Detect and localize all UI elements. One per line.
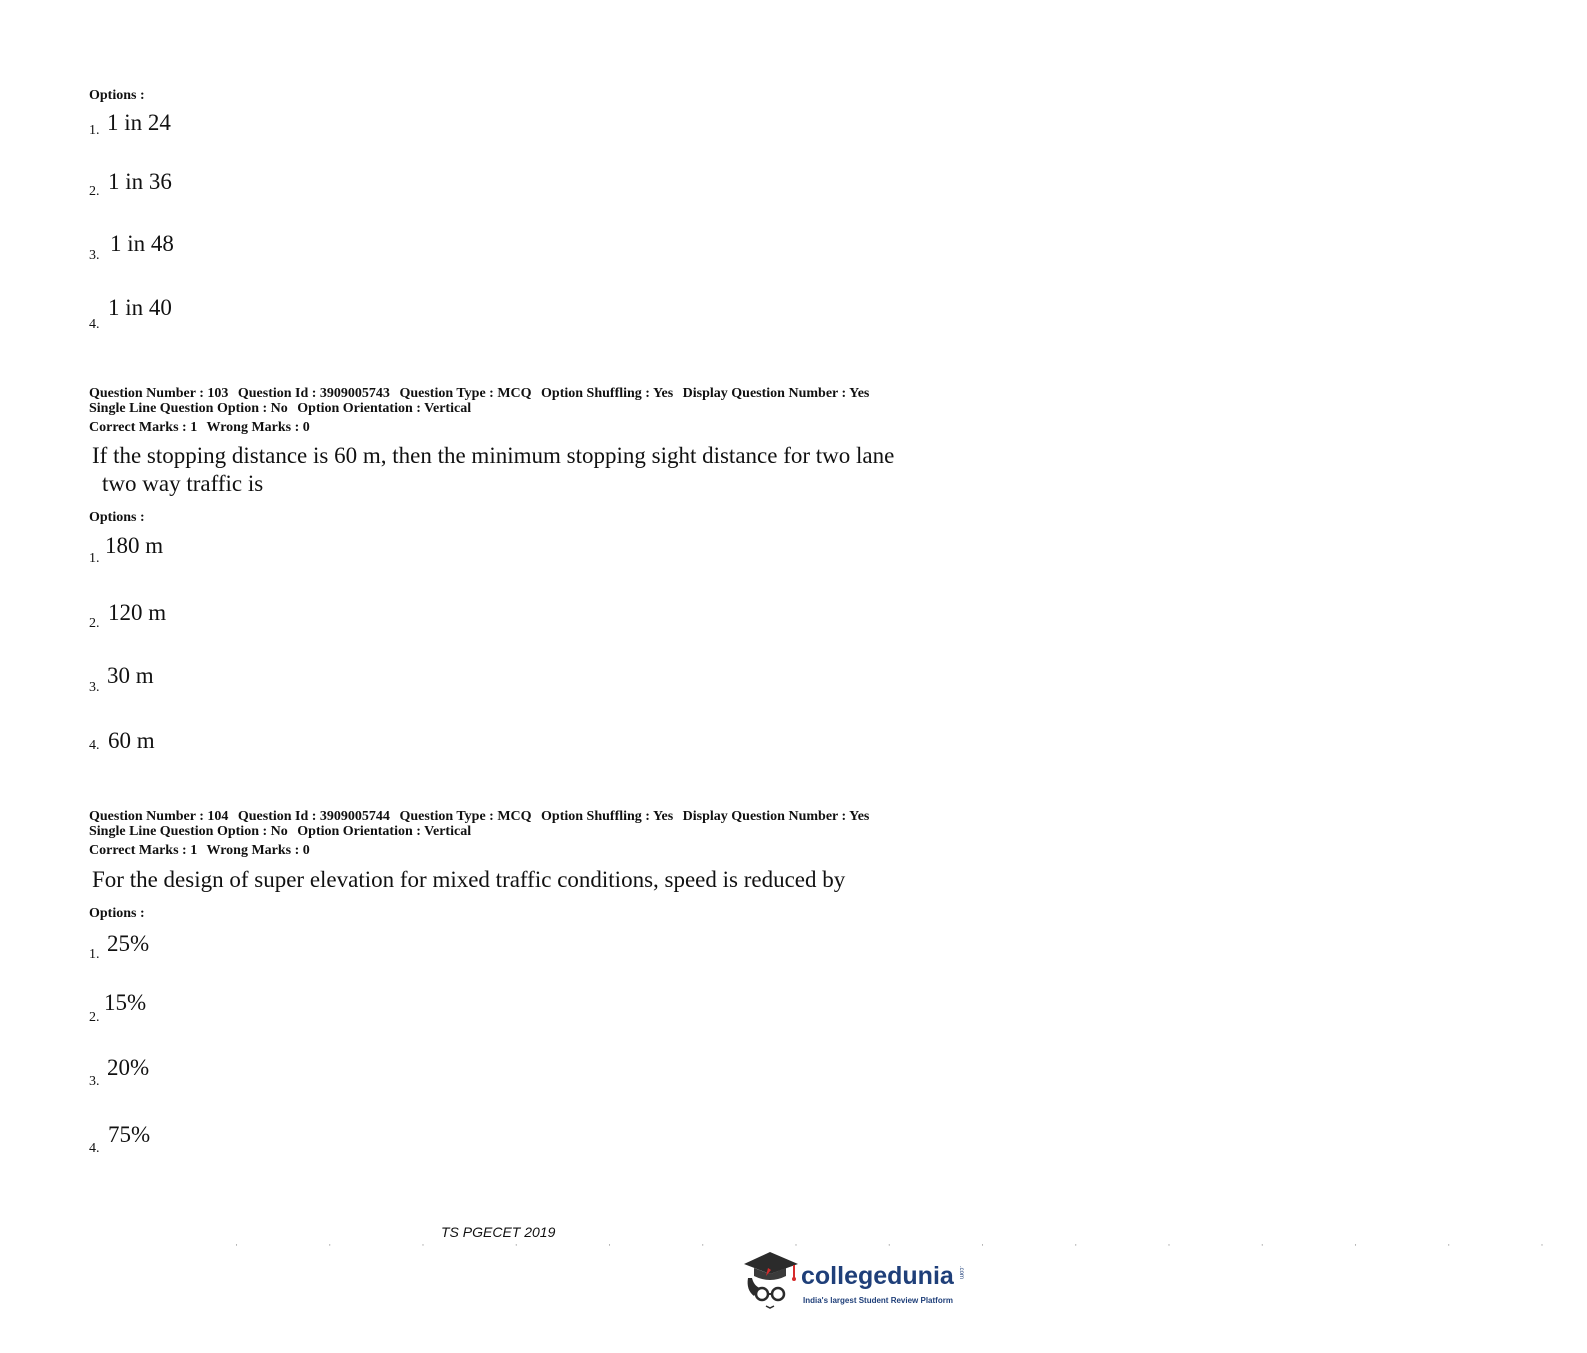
option-value: 1 in 36 [108, 169, 172, 194]
option-value: 180 m [105, 533, 164, 558]
question-id: Question Id : 3909005743 [237, 386, 390, 401]
option-number: 3. [89, 1074, 100, 1089]
correct-marks: Correct Marks : 1 [89, 843, 198, 858]
collegedunia-tagline: India's largest Student Review Platform [803, 1296, 953, 1305]
option-number: 4. [89, 1141, 100, 1156]
option-orientation: Option Orientation : Vertical [297, 401, 472, 416]
question-type: Question Type : MCQ [399, 809, 532, 824]
option-value: 20% [107, 1055, 150, 1080]
option-number: 3. [89, 680, 100, 695]
collegedunia-mascot-icon [740, 1246, 802, 1308]
wrong-marks: Wrong Marks : 0 [206, 843, 310, 858]
options-label: Options : [89, 906, 145, 921]
option-number: 2. [89, 616, 100, 631]
option-value: 15% [104, 990, 147, 1015]
option-value: 120 m [108, 600, 167, 625]
collegedunia-logo-text: collegedunia [801, 1262, 954, 1290]
display-question-number: Display Question Number : Yes [682, 809, 870, 824]
display-question-number: Display Question Number : Yes [682, 386, 870, 401]
option-orientation: Option Orientation : Vertical [297, 824, 472, 839]
options-label: Options : [89, 88, 145, 103]
option-value: 1 in 40 [108, 295, 172, 320]
option-value: 30 m [107, 663, 154, 688]
option-number: 2. [89, 184, 100, 199]
question-id: Question Id : 3909005744 [237, 809, 390, 824]
option-number: 2. [89, 1010, 100, 1025]
question-meta-104 [89, 809, 875, 839]
option-shuffling: Option Shuffling : Yes [541, 809, 674, 824]
question-type: Question Type : MCQ [399, 386, 532, 401]
option-number: 1. [89, 551, 100, 566]
marks-104 [89, 843, 316, 858]
option-shuffling: Option Shuffling : Yes [541, 386, 674, 401]
question-number: Question Number : 104 [89, 809, 229, 824]
option-number: 1. [89, 123, 100, 138]
wrong-marks: Wrong Marks : 0 [206, 420, 310, 435]
option-number: 4. [89, 317, 100, 332]
correct-marks: Correct Marks : 1 [89, 420, 198, 435]
option-value: 25% [107, 931, 150, 956]
option-number: 4. [89, 738, 100, 753]
footer-title: TS PGECET 2019 [441, 1224, 556, 1240]
single-line-option: Single Line Question Option : No [89, 824, 288, 839]
question-number: Question Number : 103 [89, 386, 229, 401]
collegedunia-logo-com: .com [958, 1266, 964, 1280]
options-label: Options : [89, 510, 145, 525]
option-value: 60 m [108, 728, 155, 753]
question-text-103: If the stopping distance is 60 m, then the minimum stopping sight distance for two lane [92, 443, 895, 468]
option-value: 75% [108, 1122, 151, 1147]
question-text-104: For the design of super elevation for mixed traffic conditions, speed is reduced by [92, 867, 846, 892]
marks-103 [89, 420, 316, 435]
option-value: 1 in 24 [107, 110, 171, 135]
footer-dotted-rule: · · · · · · · · · · · · · · · [235, 1240, 1587, 1250]
option-number: 3. [89, 248, 100, 263]
option-number: 1. [89, 947, 100, 962]
question-meta-103 [89, 386, 875, 416]
single-line-option: Single Line Question Option : No [89, 401, 288, 416]
question-text-103-line2: two way traffic is [102, 471, 264, 496]
option-value: 1 in 48 [110, 231, 174, 256]
